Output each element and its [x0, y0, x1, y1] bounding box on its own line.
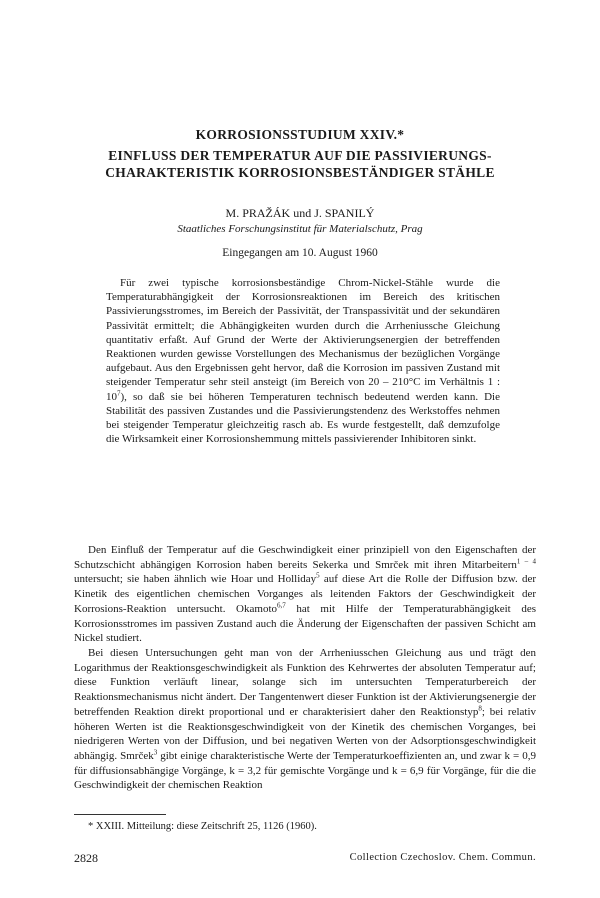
abstract: Für zwei typische korrosionsbeständige Chrom-Nickel-Stähle wurde die Temperaturabhängigkeit der Korrosionsreaktionen im Bereich des kritischen Passivierungsstromes, im Bereich der Passivität, der Transpassivität und der sekundären Passivität ermittelt; die Abhängigkeiten wurden durch die Arrheniussche Gleichung quantitativ erfaßt. Auf Grund der Werte der Aktivierungsenergien der betreffenden Reaktionen wurden gewisse Vorstellungen des Mechanismus der bezüglichen Vorgänge aufgebaut. Aus den Ergebnissen geht hervor, daß die Korrosion im passiven Zustand mit steigender Temperatur sehr steil ansteigt (im Bereich von 20 – 210°C im Verhältnis 1 : $10^7$), so daß sie bei höheren Temperaturen technisch bedeutend werden kann. Die Stabilität des passiven Zustandes und die Passivierungstendenz des Werkstoffes nehmen bei steigender Temperatur gleichzeitig rasch ab. Es wurde festgestellt, daß demzufolge die Wirksamkeit einer Korrosionshemmung mittels passivierender Inhibitoren sinkt.: [106, 277, 500, 446]
article-title-line-1: EINFLUSS DER TEMPERATUR AUF DIE PASSIVIERUNGS-: [108, 148, 492, 163]
received-date: Eingegangen am 10. August 1960: [222, 247, 378, 259]
page-number: 2828: [74, 851, 98, 865]
body-paragraph-1: Den Einfluß der Temperatur auf die Geschwindigkeit einer prinzipiell von den Eigenschaften der Schutzschicht abhängigen Korrosion haben bereits Sekerka und Smrček mit ihren Mitarbeitern$^{1 - 4}$ untersucht; sie haben ähnlich wie Hoar und Holliday$^5$ auf diese Art die Rolle der Diffusion bzw. der Kinetik des eigentlichen chemischen Vorganges als leitenden Faktors der Geschwindigkeit der Korrosions-Reaktion untersucht. Okamoto$^{6,7}$ hat mit Hilfe der Temperaturabhängigkeit des Korrosionsstromes im passiven Zustand auch die Änderung der Eigenschaften der passiven Schicht am Nickel studiert.: [74, 544, 536, 645]
body-paragraph-2: Bei diesen Untersuchungen geht man von der Arrheniusschen Gleichung aus und trägt den Logarithmus der Reaktionsgeschwindigkeit als Funktion des Kehrwertes der absoluten Temperatur auf; diese Funktion verläuft linear, solange sich im untersuchten Temperaturbereich der Reaktionsmechanismus nicht ändert. Der Tangentenwert dieser Funktion ist der Aktivierungsenergie der betreffenden Reaktion direkt proportional und er charakterisiert daher den Reaktionstyp$^8$; bei relativ höheren Werten ist die Reaktionsgeschwindigkeit von der Kinetik des chemischen Vorganges, bei niedrigeren Werten von der Diffusion, und bei negativen Werten von der Adsorptionsgeschwindigkeit abhängig. Smrček$^3$ gibt einige charakteristische Werte der Temperaturkoeffizienten an, und zwar k = 0,9 für diffusionsabhängige Vorgänge, k = 3,2 für gemischte Vorgänge und k = 6,9 für Vorgänge, für die die Geschwindigkeit der chemischen Reaktion: [74, 647, 537, 792]
authors: M. PRAŽÁK und J. SPANILÝ: [225, 206, 375, 220]
affiliation: Staatliches Forschungsinstitut für Materialschutz, Prag: [177, 223, 423, 235]
footnote: * XXIII. Mitteilung: diese Zeitschrift 25, 1126 (1960).: [88, 821, 317, 832]
article-title-line-2: CHARAKTERISTIK KORROSIONSBESTÄNDIGER STÄHLE: [105, 165, 495, 180]
journal-name: Collection Czechoslov. Chem. Commun.: [349, 852, 536, 863]
series-title: KORROSIONSSTUDIUM XXIV.*: [195, 127, 405, 142]
footnote-rule: [74, 814, 166, 815]
